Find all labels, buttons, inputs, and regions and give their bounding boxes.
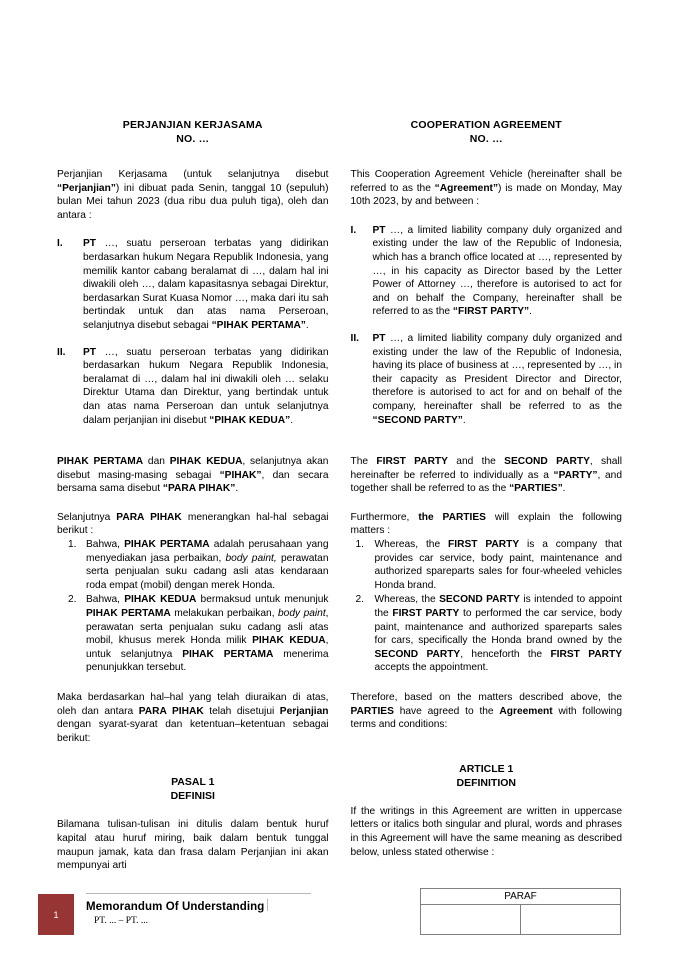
left-party-text: PT …, suatu perseroan terbatas yang didirikan berdasarkan hukum Negara Republik Indonesia, yang memilik kantor cabang beralamat di …, dalam hal ini diwakili oleh …, dalam kapasitasnya sebagai Direktur, berdasarkan Surat Kuasa Nomor …, maka dari itu sah bertindak untuk dan atas nama Perseroan, selanjutnya disebut sebagai “PIHAK PERTAMA”. [83,238,329,331]
right-recital-item [351,538,623,592]
left-article-number: PASAL 1 [171,776,215,789]
right-intro-paragraph: This Cooperation Agreement Vehicle (hereinafter shall be referred to as the “Agreement”) is made on Monday, May 10th 2023, by and between : [350,169,622,208]
right-document-title [351,118,623,146]
right-recital-text: Whereas, the SECOND PARTY is intended to appoint the FIRST PARTY to performed the car service, body paint, maintenance and authorized spareparts sales for cars, specifically the Honda brand owned by the SECOND PARTY, henceforth the FIRST PARTY accepts the appointment. [374,594,623,674]
left-party-text: PT …, suatu perseroan terbatas yang didirikan berdasarkan hukum Negara Republik Indonesia, beralamat di …, dalam hal ini diwakili oleh … selaku Direktur Utama dan Direktur, yang bertindak untuk dan atas nama Perseroan dan untuk selanjutnya dalam perjanjian ini disebut “PIHAK KEDUA”. [83,346,329,426]
left-article-heading [57,775,329,803]
left-article-body: Bilamana tulisan-tulisan ini ditulis dalam bentuk huruf kapital atau huruf miring, baik dalam bentuk tunggal maupun jamak, kata dan frasa dalam Perjanjian ini akan mempunyai arti [57,819,329,872]
right-parties-summary: The FIRST PARTY and the SECOND PARTY, shall hereinafter be referred to individually as a “PARTY”, and together shall be referred to as the “PARTIES”. [350,456,622,495]
footer-document-title: Memorandum Of Understanding [86,901,265,913]
right-recital-marker: 2. [355,594,364,606]
left-recital-text: Bahwa, PIHAK PERTAMA adalah perusahaan yang menyediakan jasa perbaikan, body paint, perawatan serta penjualan suku cadang asli atas kendaraan roda empat (mobil) dengan merek Honda. [86,539,329,591]
right-recitals-lead: Furthermore, the PARTIES will explain the following matters : [350,511,622,537]
right-recitals-list [351,538,623,675]
column-english [351,118,623,873]
right-party-item [351,224,623,319]
document-columns [57,118,622,873]
left-party-marker: II. [57,346,66,358]
right-article-body: If the writings in this Agreement are written in uppercase letters or italics both singular and plural, words and phrases in this Agreement will have the same meaning as described below, unless stated otherwise : [350,805,622,858]
left-recital-item [57,538,329,592]
right-article-number: ARTICLE 1 [459,762,514,775]
left-parties-list [57,237,329,427]
paraf-table [420,888,621,935]
paraf-cell-second-party[interactable] [521,905,621,935]
paraf-header-label: PARAF [421,889,621,905]
left-party-item [57,346,329,428]
left-intro-paragraph: Perjanjian Kerjasama (untuk selanjutnya disebut “Perjanjian”) ini dibuat pada Senin, tanggal 10 (sepuluh) bulan Mei tahun 2023 (dua ribu dua puluh tiga), oleh dan antara : [57,169,329,221]
right-recital-item [351,593,623,675]
left-recital-marker: 2. [68,594,77,606]
right-party-item [351,332,623,427]
left-title-line: PERJANJIAN KERJASAMA [122,119,263,131]
left-recitals-list [57,538,329,675]
footer-separator-bar [267,899,268,911]
right-party-text: PT …, a limited liability company duly organized and existing under the law of the Republic of Indonesia, having its place of business at …, represented by …, in their capacity as President Director and Director, therefore is autorised to act for and on behalf of the company, hereinafter shall be referred to as the “SECOND PARTY”. [372,332,622,426]
right-party-marker: II. [350,332,359,344]
left-parties-summary: PIHAK PERTAMA dan PIHAK KEDUA, selanjutnya akan disebut masing-masing sebagai “PIHAK”, dan secara bersama sama disebut “PARA PIHAK”. [57,456,329,495]
right-party-text: PT …, a limited liability company duly organized and existing under the law of the Republic of Indonesia, which has a branch office located at …, represented by …, in his capacity as Director based by the Letter Power of Attorney …, therefore is autorised to act for and on behalf the Company, hereinafter shall be referred to as the “FIRST PARTY”. [372,224,622,318]
right-title-line: COOPERATION AGREEMENT [410,119,562,131]
left-agreement-paragraph: Maka berdasarkan hal–hal yang telah diuraikan di atas, oleh dan antara PARA PIHAK telah disetujui Perjanjian dengan syarat-syarat dan ketentuan–ketentuan sebagai berikut: [57,692,329,744]
footer-divider [86,893,311,894]
left-document-title [57,118,329,146]
page-number-badge: 1 [38,894,74,935]
left-recital-item [57,593,329,675]
right-party-marker: I. [350,224,357,236]
right-article-subtitle: DEFINITION [456,776,516,789]
right-recital-text: Whereas, the FIRST PARTY is a company that provides car service, body paint, maintenance and authorized spareparts sales for four-wheeled vehicles Honda brand. [374,539,623,591]
left-recital-text: Bahwa, PIHAK KEDUA bermaksud untuk menunjuk PIHAK PERTAMA melakukan perbaikan, body paint, perawatan serta penjualan suku cadang asli atas mobil, khusus merek Honda milik PIHAK KEDUA, untuk selanjutnya PIHAK PERTAMA menerima penunjukkan tersebut. [86,594,329,674]
footer-text-block [86,897,326,927]
right-title-number: NO. … [469,133,503,145]
left-article-subtitle: DEFINISI [170,790,215,803]
footer-parties: PT. ... – PT. ... [94,916,149,926]
paraf-cell-first-party[interactable] [421,905,521,935]
right-article-heading [351,762,623,790]
left-party-marker: I. [57,238,63,250]
right-agreement-paragraph: Therefore, based on the matters described above, the PARTIES have agreed to the Agreement with following terms and conditions: [350,692,623,731]
left-party-item [57,237,329,332]
paraf-signature-row [421,905,621,935]
right-parties-list [351,224,623,427]
left-recitals-lead: Selanjutnya PARA PIHAK menerangkan hal-hal sebagai berikut : [57,511,329,537]
paraf-header-row [421,889,621,905]
left-recital-marker: 1. [68,539,77,551]
left-title-number: NO. … [176,133,210,145]
right-recital-marker: 1. [355,539,364,551]
column-indonesian [57,118,329,873]
